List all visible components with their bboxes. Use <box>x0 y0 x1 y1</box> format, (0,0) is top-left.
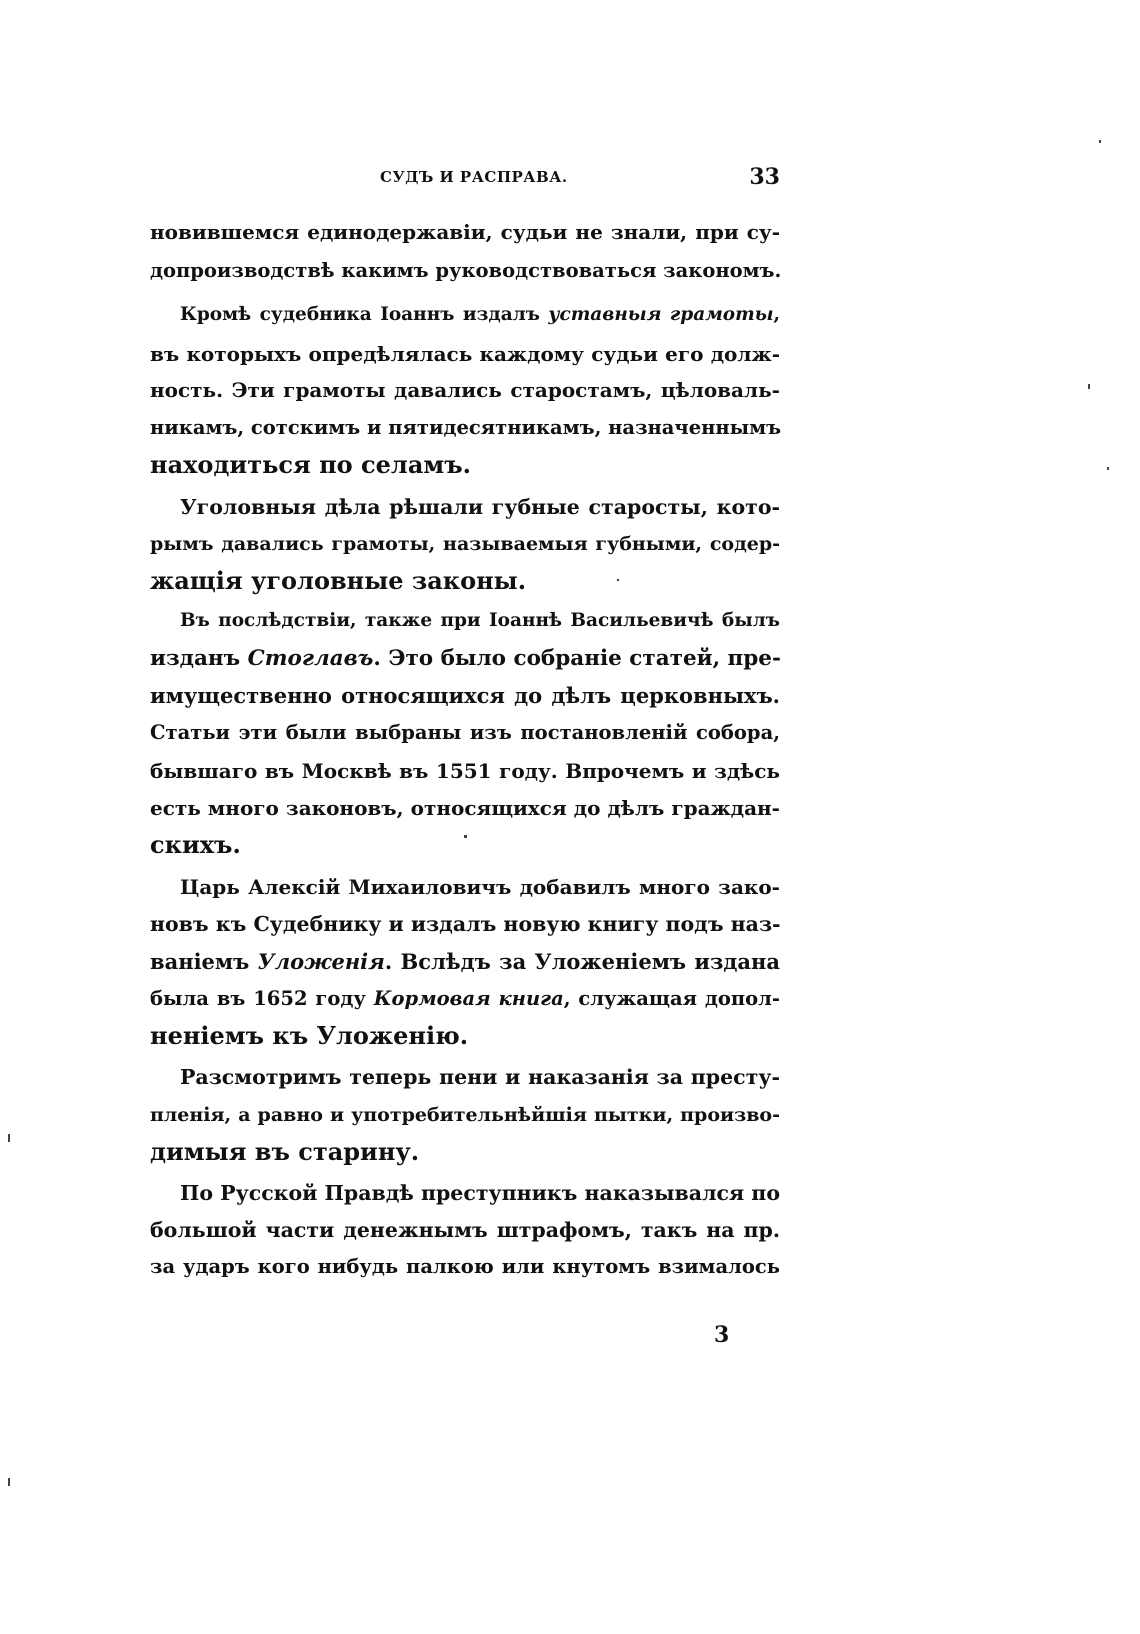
text-line: Въ послѣдствіи, также при Іоаннѣ Васильевичѣ былъ <box>180 610 780 631</box>
italic-term: Уложенія <box>257 949 385 974</box>
scan-speck <box>1107 467 1109 470</box>
text-line: никамъ, сотскимъ и пятидесятникамъ, назначеннымъ <box>150 416 782 439</box>
signature-mark: 3 <box>714 1322 730 1348</box>
text-line: Царь Алексій Михаиловичъ добавилъ много зако- <box>180 875 780 899</box>
italic-term: Стоглавъ <box>247 646 374 671</box>
scan-speck <box>1088 384 1090 389</box>
text-line: въ которыхъ опредѣлялась каждому судьи его долж- <box>150 342 780 366</box>
text-line: большой части денежнымъ штрафомъ, такъ на пр. <box>150 1218 780 1242</box>
text-line: Кромѣ судебника Іоаннъ издалъ уставныя грамоты, <box>180 304 780 325</box>
page-header <box>150 164 780 198</box>
text-line: скихъ. <box>150 830 241 859</box>
text-line: неніемъ къ Уложенію. <box>150 1021 469 1050</box>
scan-speck <box>617 579 619 581</box>
text-line: бывшаго въ Москвѣ въ 1551 году. Впрочемъ и здѣсь <box>150 759 780 783</box>
running-title: СУДЪ И РАСПРАВА. <box>380 168 568 186</box>
text-line: жащія уголовные законы. <box>150 566 527 595</box>
text-line: рымъ давались грамоты, называемыя губными, содер- <box>150 533 780 555</box>
scan-speck <box>1099 140 1101 143</box>
text-line: за ударъ кого нибудь палкою или кнутомъ взималось <box>150 1255 780 1278</box>
text-line: По Русской Правдѣ преступникъ наказывался по <box>180 1181 780 1205</box>
text-line: Статьи эти были выбраны изъ постановленій собора, <box>150 721 780 744</box>
text-line: пленія, а равно и употребительнѣйшія пытки, произво- <box>150 1104 780 1126</box>
text-line: изданъ Стоглавъ. Это было собраніе статей, пре- <box>150 646 781 671</box>
text-line: имущественно относящихся до дѣлъ церковныхъ. <box>150 683 780 708</box>
text-line: димыя въ старину. <box>150 1137 420 1166</box>
text-line: Разсмотримъ теперь пени и наказанія за престу- <box>180 1065 780 1089</box>
text-line: новъ къ Судебнику и издалъ новую книгу подъ наз- <box>150 912 781 936</box>
text-line: была въ 1652 году Кормовая книга, служащая допол- <box>150 987 781 1010</box>
scan-speck <box>8 1478 10 1486</box>
page-number: 33 <box>749 164 780 190</box>
text-line: новившемся единодержавіи, судьи не знали, при су- <box>150 220 780 244</box>
text-line: ность. Эти грамоты давались старостамъ, цѣловаль- <box>150 378 780 402</box>
italic-term: Кормовая книга <box>373 987 564 1010</box>
text-line: ваніемъ Уложенія. Вслѣдъ за Уложеніемъ издана <box>150 949 780 974</box>
text-line: есть много законовъ, относящихся до дѣлъ граждан- <box>150 796 780 820</box>
text-line: допроизводствѣ какимъ руководствоваться закономъ. <box>150 259 782 282</box>
text-line: Уголовныя дѣла рѣшали губные старосты, кото- <box>180 495 780 519</box>
scan-speck <box>8 1134 10 1142</box>
scan-speck <box>464 835 467 838</box>
italic-term: уставныя грамоты <box>548 304 774 325</box>
text-line: находиться по селамъ. <box>150 450 471 479</box>
